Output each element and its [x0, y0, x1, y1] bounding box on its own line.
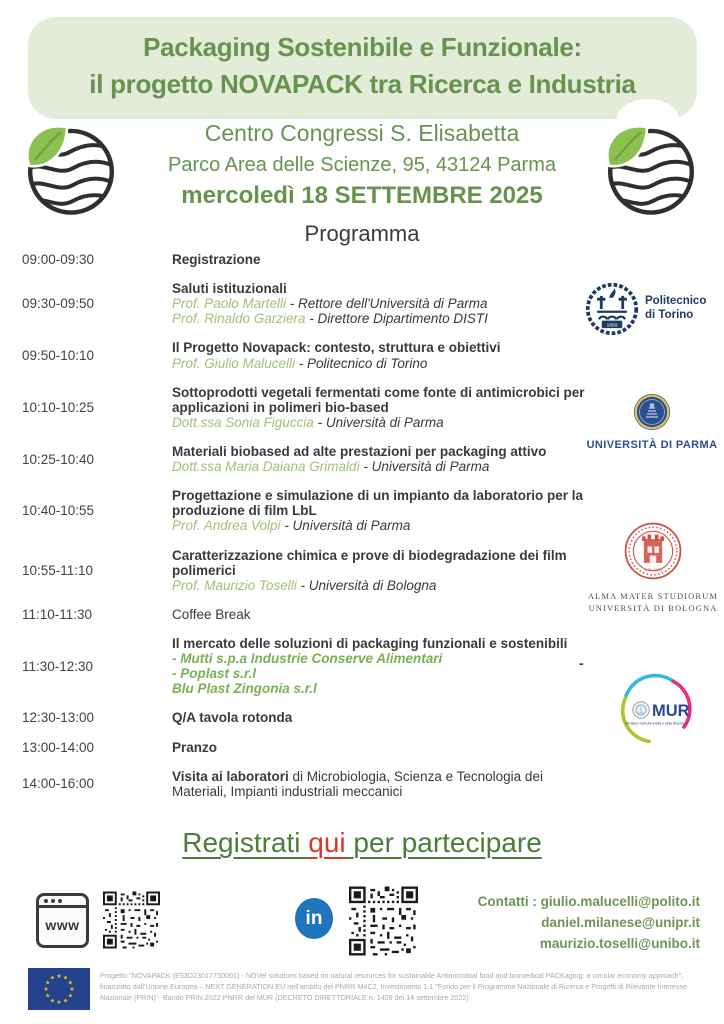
event-date: mercoledì 18 SETTEMBRE 2025: [181, 182, 543, 209]
qr-code-website[interactable]: [103, 889, 160, 951]
session-time: 11:10-11:30: [22, 606, 93, 622]
session-title: Registrazione: [172, 252, 261, 267]
program-row: [22, 548, 588, 593]
contact-email-1[interactable]: Contatti : giulio.malucelli@polito.it: [477, 894, 700, 909]
session-time: 14:00-16:00: [22, 776, 95, 792]
bologna-seal-icon: [621, 519, 685, 583]
svg-text:★: ★: [49, 974, 56, 982]
funding-note: Progetto "NOVAPACK (E53D23017750001) - NOVel solutions based on natural resources for sustainable Antimicrobial food and biomedical PACKaging: a circular economy approach", finanziato dall'Unione Europea – NEXT GENERATION EU nell'ambito del PNRR M4C2, Investimento 1.1 "Fondo per il Programma Nazionale di Ricerca e Progetti di Rilevante Interesse Nazionale (PRIN)"- Bando PRIN 2022 PNRR del MUR (DECRETO DIRETTORIALE n. 1409 del 14 settembre 2022): [100, 971, 688, 1003]
session-speaker: Prof. Giulio Malucelli - Politecnico di Torino: [172, 355, 428, 371]
session-title: Caratterizzazione chimica e prove di biodegradazione dei film polimerici: [172, 547, 567, 578]
program-row: [22, 769, 588, 799]
session-title: Progettazione e simulazione di un impianto da laboratorio per la produzione di film LbL: [172, 488, 584, 519]
session-speaker: Prof. Maurizio Toselli - Università di Bologna: [172, 577, 437, 593]
program-row: [22, 710, 588, 725]
session-title: Sottoprodotti vegetali fermentati come fonte di antimicrobici per applicazioni in polimeri bio-based: [172, 384, 585, 415]
session-speaker: Dott.ssa Sonia Figuccia - Università di Parma: [172, 414, 444, 430]
svg-text:★: ★: [49, 997, 56, 1005]
program-row: [22, 488, 588, 533]
session-company: - Mutti s.p.a Industrie Conserve Alimentari: [172, 651, 443, 667]
program-row: [22, 444, 588, 474]
session-title: Coffee Break: [172, 606, 251, 622]
venue-name: Centro Congressi S. Elisabetta: [204, 120, 520, 146]
svg-text:★: ★: [45, 992, 51, 1000]
bologna-caption-line1: ALMA MATER STUDIORUM: [587, 591, 719, 601]
session-time: 11:30-12:30: [22, 658, 94, 674]
registration-text-pre: Registrati: [182, 827, 309, 858]
leaf-globe-icon: [13, 115, 129, 225]
program-row: [22, 385, 588, 430]
session-title: Il mercato delle soluzioni di packaging funzionali e sostenibili: [172, 635, 568, 651]
politecnico-seal-icon: [584, 281, 640, 337]
venue-block: [130, 120, 594, 210]
session-time: 09:50-10:10: [22, 348, 95, 364]
session-time: 09:00-09:30: [22, 252, 95, 268]
event-title-line1: Packaging Sostenibile e Funzionale:: [143, 32, 582, 62]
logo-universita-parma: [582, 392, 722, 451]
parma-caption: UNIVERSITÀ DI PARMA: [586, 439, 718, 451]
parma-seal-icon: [632, 392, 672, 432]
logo-politecnico-torino: [584, 281, 718, 337]
mur-ring-icon: [607, 672, 703, 750]
program-table: [22, 252, 588, 813]
session-speaker: Prof. Paolo Martelli - Rettore dell'Università di Parma: [172, 296, 488, 312]
program-row: [22, 281, 588, 326]
session-speaker: Dott.ssa Maria Daiana Grimaldi - Università di Parma: [172, 459, 490, 475]
browser-bar: [39, 896, 86, 908]
session-time: 09:30-09:50: [22, 296, 95, 312]
eu-flag-icon: [28, 968, 90, 1010]
program-row: [22, 636, 588, 696]
session-speaker: Prof. Andrea Volpi - Università di Parma: [172, 518, 411, 534]
session-title: Materiali biobased ad alte prestazioni per packaging attivo: [172, 443, 547, 459]
politecnico-name-line2: di Torino: [645, 309, 694, 321]
politecnico-name-line1: Politecnico: [645, 295, 707, 308]
browser-dots-icon: [44, 899, 48, 903]
program-heading: Programma: [304, 221, 420, 246]
website-icon[interactable]: [36, 893, 89, 948]
program-row: [22, 340, 588, 370]
session-title-rest: di Microbiologia, Scienza e Tecnologia dei Materiali, Impianti industriali meccanici: [172, 768, 543, 799]
bologna-seal-year: A.D. 1088: [644, 567, 662, 573]
linkedin-icon[interactable]: in: [295, 898, 333, 939]
event-title-line2: il progetto NOVAPACK tra Ricerca e Industria: [89, 68, 636, 99]
svg-text:★: ★: [62, 997, 69, 1005]
svg-text:★: ★: [67, 979, 73, 987]
session-time: 13:00-14:00: [22, 739, 95, 755]
session-title: Il Progetto Novapack: contesto, struttura e obiettivi: [172, 340, 501, 356]
registration-text-post: per partecipare: [345, 827, 542, 858]
registration-line: [0, 827, 724, 859]
logo-universita-bologna: [584, 519, 722, 615]
program-row: [22, 607, 588, 622]
leaf-globe-icon: [593, 115, 709, 225]
svg-text:★: ★: [43, 986, 49, 993]
session-company: Blu Plast Zingonia s.r.l: [172, 681, 317, 697]
contacts-block: [478, 892, 700, 955]
svg-text:★: ★: [67, 992, 73, 1000]
session-title: Q/A tavola rotonda: [172, 710, 293, 726]
bologna-caption-line2: UNIVERSITÀ DI BOLOGNA: [588, 602, 718, 613]
registration-link[interactable]: qui: [308, 827, 346, 858]
session-speaker: Prof. Rinaldo Garziera - Direttore Dipartimento DISTI: [172, 311, 488, 327]
event-title-banner: [28, 17, 697, 119]
stray-dash: -: [579, 655, 584, 671]
program-row: [22, 740, 588, 755]
session-time: 10:55-11:10: [22, 562, 94, 578]
session-time: 12:30-13:00: [22, 710, 95, 726]
session-time: 10:40-10:55: [22, 503, 95, 519]
program-row: [22, 252, 588, 267]
logo-mur: [607, 672, 707, 755]
session-company: - Poplast s.r.l: [172, 666, 257, 682]
mur-tagline: Ministero dell'Università e della Ricerca: [625, 721, 685, 726]
venue-address: Parco Area delle Scienze, 95, 43124 Parma: [167, 154, 557, 176]
session-title-bold: Visita ai laboratori: [172, 768, 289, 784]
contact-email-2[interactable]: daniel.milanese@unipr.it: [541, 914, 700, 930]
mur-acronym: MUR: [652, 702, 690, 720]
www-label: www: [45, 917, 80, 933]
svg-text:★: ★: [56, 973, 62, 980]
session-title: Saluti istituzionali: [172, 281, 287, 297]
svg-text:★: ★: [69, 986, 75, 993]
svg-text:★: ★: [62, 974, 69, 982]
session-time: 10:25-10:40: [22, 451, 95, 467]
session-time: 10:10-10:25: [22, 399, 95, 415]
qr-code-linkedin[interactable]: [349, 886, 418, 956]
politecnico-seal-year: 1859: [606, 323, 618, 329]
svg-text:★: ★: [56, 999, 62, 1006]
contact-email-3[interactable]: maurizio.toselli@unibo.it: [539, 935, 700, 951]
session-title: Pranzo: [172, 739, 218, 755]
svg-text:★: ★: [45, 979, 51, 987]
